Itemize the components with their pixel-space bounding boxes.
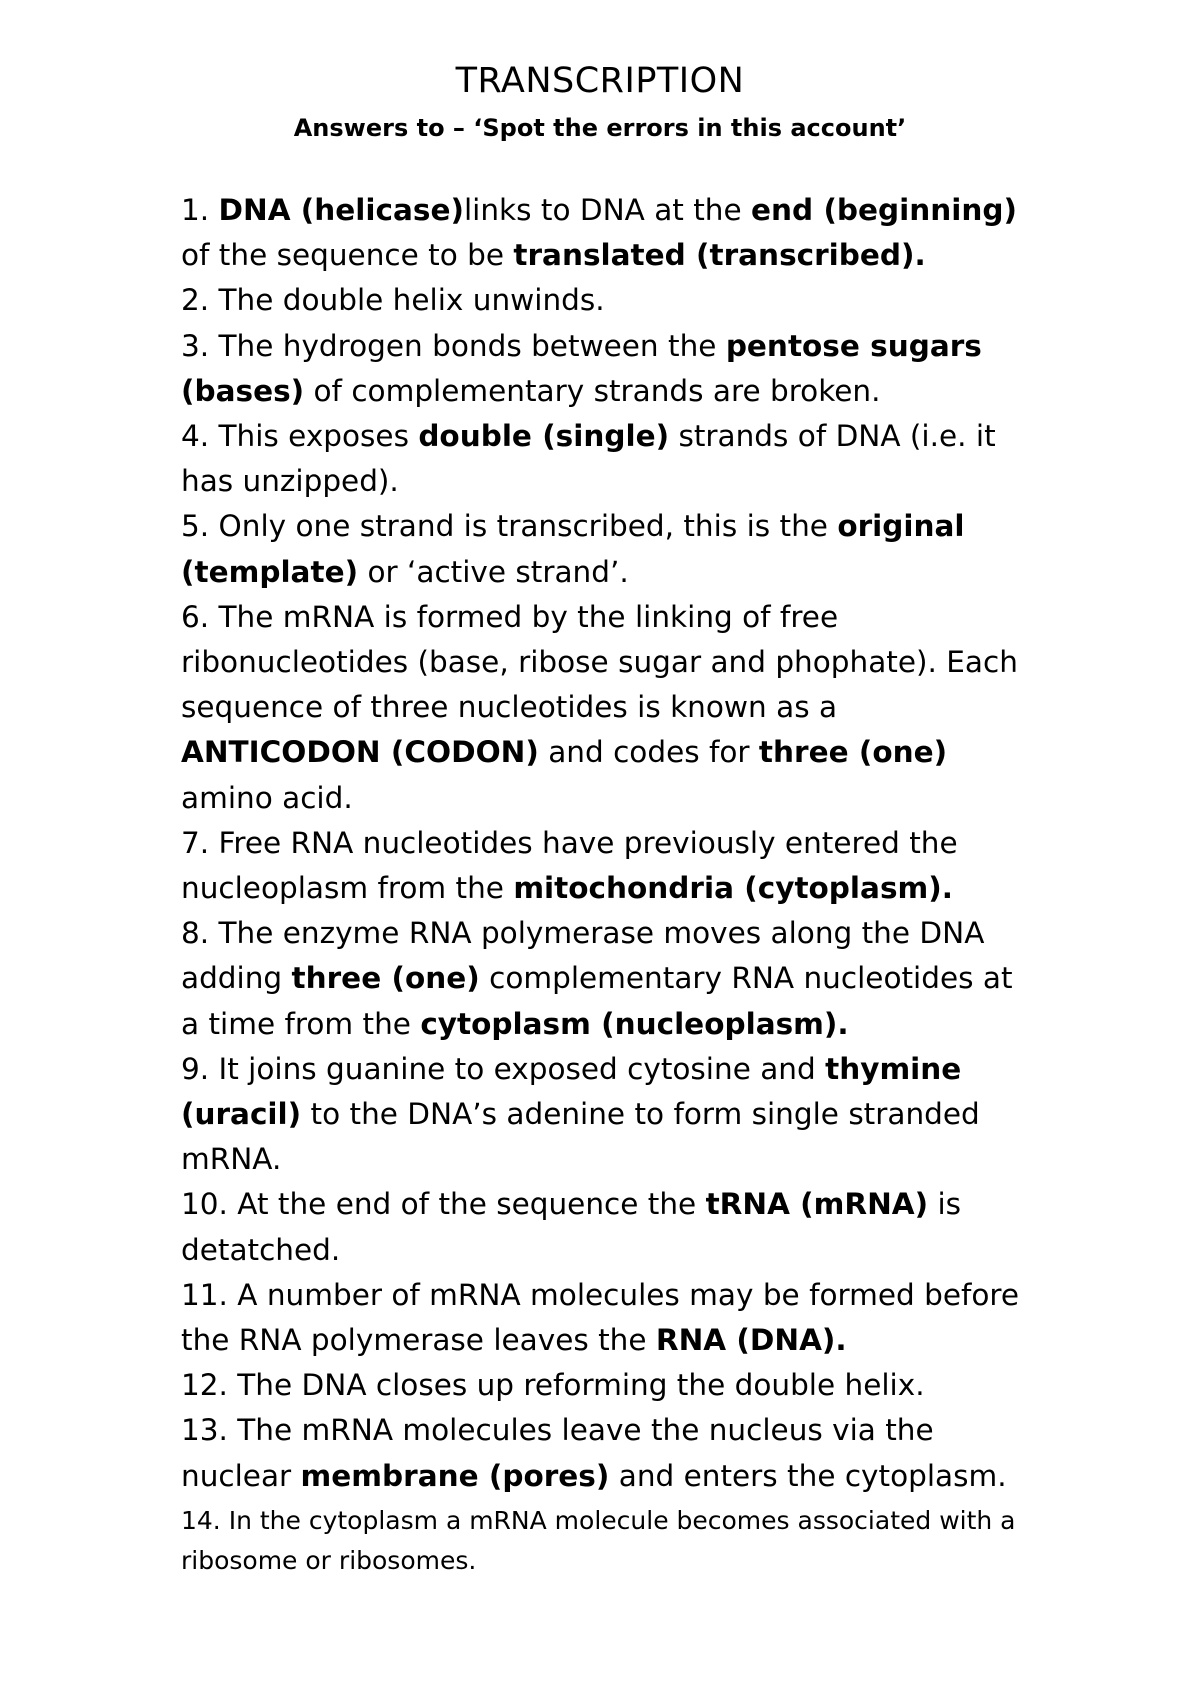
answer-item-1 [181,188,1031,278]
answer-text: 5. Only one strand is transcribed, this is the [181,509,838,544]
answer-item-9 [181,1047,1031,1183]
answer-item-11 [181,1273,1031,1363]
answer-item-14 [181,1501,1031,1581]
answer-text: to the DNA’s adenine to form single stranded mRNA. [181,1097,980,1177]
answer-text: 4. This exposes [181,419,419,454]
correction-text: ANTICODON (CODON) [181,735,539,770]
answer-text: or ‘active strand’. [358,554,629,589]
answer-item-8 [181,911,1031,1047]
correction-text: pentose sugars (bases) [181,328,982,408]
correction-text: three (one) [291,961,480,996]
correction-text: cytoplasm (nucleoplasm). [420,1006,849,1041]
answer-item-6 [181,595,1031,821]
correction-text: mitochondria (cytoplasm). [513,871,953,906]
answer-item-3 [181,324,1031,414]
answer-text: 13. The mRNA molecules leave the nucleus via the nuclear [181,1413,934,1493]
answer-item-12 [181,1363,1031,1408]
answer-item-2 [181,278,1031,323]
answer-text: links to DNA at the [463,193,752,227]
answer-text: and enters the cytoplasm. [609,1458,1007,1493]
answer-text: 6. The mRNA is formed by the linking of free ribonucleotides (base, ribose sugar and phophate). Each sequence of three nucleotides is known as a [181,599,1018,725]
answer-text: 11. A number of mRNA molecules may be formed before the RNA polymerase leaves the [181,1277,1020,1358]
answer-text: 2. The double helix unwinds. [181,283,605,318]
answer-text: 7. Free RNA nucleotides have previously entered the nucleoplasm from the [181,825,958,906]
answer-list [181,188,1031,1581]
correction-text: tRNA (mRNA) [705,1187,929,1222]
answer-text: complementary RNA nucleotides at a time from the [181,961,1013,1041]
answer-text: and codes for [538,735,759,770]
answer-item-10 [181,1182,1031,1272]
answer-text: is detatched. [181,1187,962,1267]
page-subtitle: Answers to – ‘Spot the errors in this account’ [293,114,907,142]
page-title: TRANSCRIPTION [455,61,745,101]
answer-text: 3. The hydrogen bonds between the [181,328,726,363]
answer-text: 12. The DNA closes up reforming the double helix. [181,1368,925,1403]
correction-text: RNA (DNA). [655,1323,847,1358]
correction-text: original (template) [181,509,965,589]
answer-text: 8. The enzyme RNA polymerase moves along the DNA adding [181,916,985,996]
answer-text: 10. At the end of the sequence the [181,1187,706,1222]
correction-text: three (one) [758,735,948,770]
correction-text: translated (transcribed). [513,238,926,273]
answer-item-4 [181,414,1031,504]
correction-text: end (beginning) [751,193,1017,227]
answer-item-7 [181,821,1031,911]
correction-text: thymine (uracil) [181,1051,962,1132]
answer-text: 1. [181,193,219,227]
answer-text: 9. It joins guanine to exposed cytosine and [181,1051,826,1086]
answer-text: amino acid. [181,780,353,815]
correction-text: membrane (pores) [300,1458,610,1493]
answer-text: strands of DNA (i.e. it has unzipped). [181,419,996,499]
answer-item-13 [181,1408,1031,1498]
answer-text: of the sequence to be [181,238,514,273]
answer-item-5 [181,504,1031,594]
correction-text: double (single) [418,419,670,454]
answer-text: of complementary strands are broken. [304,373,881,408]
answer-text: 14. In the cytoplasm a mRNA molecule becomes associated with a ribosome or ribosomes. [181,1505,1016,1575]
correction-text: DNA (helicase) [218,193,464,227]
